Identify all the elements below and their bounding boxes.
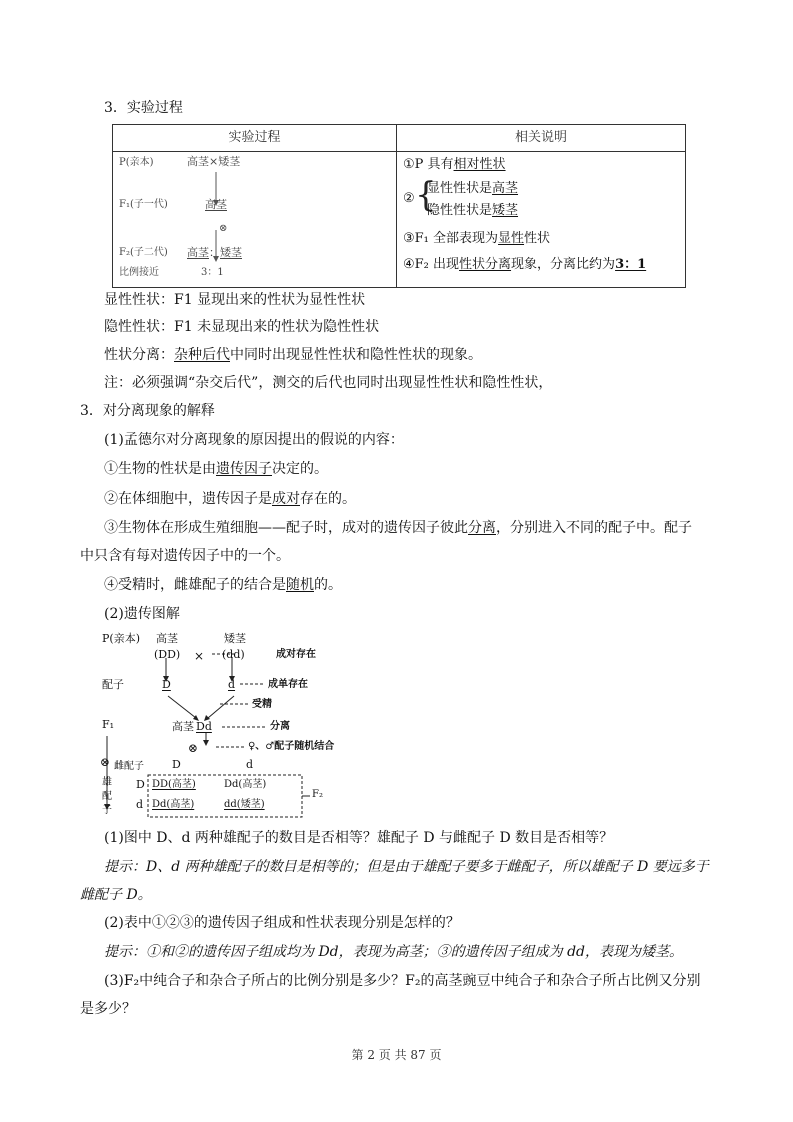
ann-random: ♀、♂配子随机结合 (248, 741, 335, 752)
experiment-table (112, 124, 686, 288)
ann-separation: 分离 (270, 721, 290, 732)
diagram-gamete-label: 配子 (102, 678, 124, 691)
diagram-f1-Dd: Dd (196, 720, 212, 733)
diagram-tall: 高茎 (156, 632, 178, 645)
male-gamete-label-3: 子 (102, 805, 112, 816)
female-gamete-D: D (172, 758, 181, 771)
note-2b: 隐性性状是矮茎 (427, 203, 519, 218)
note-1: ①P 具有相对性状 (403, 157, 506, 172)
male-gamete-d: d (136, 798, 144, 811)
question-3-line-1: (3)F₂中纯合子和杂合子所占的比例分别是多少？F₂的高茎豌豆中纯合子和杂合子所占比例又分别 (104, 973, 701, 989)
diagram-f1-label: F₁ (102, 718, 115, 731)
answer-1-line-1: 提示：D、d 两种雄配子的数目是相等的；但是由于雄配子要多于雌配子，所以雄配子 D 要远多于 (104, 859, 709, 875)
table-header-notes: 相关说明 (397, 125, 686, 152)
note-text: 注：必须强调“杂交后代”，测交的后代也同时出现显性性状和隐性性状， (104, 375, 553, 391)
diagram-f2-label: F₂ (312, 789, 323, 800)
brace-icon: { (415, 175, 437, 215)
page-footer: 第 2 页 共 87 页 (351, 1048, 442, 1062)
answer-1-line-2: 雌配子 D。 (80, 887, 152, 903)
punnett-cell-Dd-1: Dd(高茎) (224, 779, 267, 790)
note-3: ③F₁ 全部表现为显性性状 (403, 231, 551, 246)
diagram-p-label: P(亲本) (102, 632, 140, 645)
male-gamete-label-1: 雄 (102, 777, 112, 788)
male-gamete-label-2: 配 (102, 791, 112, 802)
ann-fertilization: 受精 (252, 699, 272, 710)
punnett-cell-DD: DD(高茎) (152, 779, 196, 790)
table-header-process: 实验过程 (113, 125, 397, 152)
male-gamete-D: D (136, 778, 145, 791)
genetic-diagram (100, 630, 340, 820)
note-4: ④F₂ 出现性状分离现象，分离比约为3：1 (403, 257, 647, 272)
female-gamete-label: 雌配子 (114, 761, 144, 772)
self-cross-icon-center: ⊗ (188, 741, 199, 755)
female-gamete-d: d (246, 758, 254, 771)
section-title-experiment: 3．实验过程 (104, 100, 183, 116)
question-1: (1)图中 D、d 两种雄配子的数目是否相等？雄配子 D 与雌配子 D 数目是否相等？ (104, 830, 614, 846)
diagram-cross: × (194, 649, 205, 663)
punnett-cell-dd: dd(矮茎) (224, 799, 265, 810)
ann-single: 成单存在 (268, 679, 308, 690)
ratio-label: 比例接近 (119, 267, 159, 278)
p-label: P(亲本) (119, 157, 154, 168)
question-3-line-2: 是多少？ (80, 1001, 136, 1017)
section-title-explanation: 3．对分离现象的解释 (80, 403, 215, 419)
self-cross-icon: ⊗ (219, 223, 228, 234)
hypothesis-4: ④受精时，雌雄配子的结合是随机的。 (104, 577, 342, 593)
diagram-f1-tall: 高茎 (172, 720, 194, 733)
subheading-hypothesis: (1)孟德尔对分离现象的原因提出的假说的内容： (104, 432, 404, 448)
diagram-DD: (DD) (154, 648, 181, 661)
diagram-gamete-d: d (228, 678, 236, 691)
hypothesis-3: ③生物体在形成生殖细胞——配子时，成对的遗传因子彼此分离，分别进入不同的配子中。配子 (104, 520, 692, 536)
punnett-cell-Dd-2: Dd(高茎) (152, 799, 195, 810)
definition-dominant: 显性性状：F1 显现出来的性状为显性性状 (104, 292, 366, 308)
definition-segregation: 性状分离：杂种后代中同时出现显性性状和隐性性状的现象。 (104, 347, 482, 363)
hypothesis-2: ②在体细胞中，遗传因子是成对存在的。 (104, 491, 356, 507)
table-cell-process (113, 152, 397, 288)
diagram-dd: (dd) (222, 648, 245, 661)
note-2a: 显性性状是高茎 (427, 181, 519, 196)
f2-values: 高茎：矮茎 (187, 246, 242, 259)
note-2-number: ② (403, 191, 415, 206)
hypothesis-3-continued: 中只含有每对遗传因子中的一个。 (80, 548, 290, 564)
p-cross: 高茎×矮茎 (187, 155, 241, 168)
diagram-short: 矮茎 (224, 632, 246, 645)
ratio-value: 3：1 (201, 267, 224, 278)
question-2: (2)表中①②③的遗传因子组成和性状表现分别是怎样的？ (104, 915, 460, 931)
answer-2: 提示：①和②的遗传因子组成均为 Dd，表现为高茎；③的遗传因子组成为 dd，表现为矮茎。 (104, 944, 684, 960)
f1-value: 高茎 (205, 198, 227, 211)
table-cell-notes (397, 152, 686, 288)
subheading-diagram: (2)遗传图解 (104, 606, 180, 622)
f1-label: F₁(子一代) (119, 199, 168, 210)
definition-recessive: 隐性性状：F1 未显现出来的性状为隐性性状 (104, 319, 380, 335)
diagram-gamete-D: D (162, 678, 171, 691)
hypothesis-1: ①生物的性状是由遗传因子决定的。 (104, 461, 328, 477)
f2-label: F₂(子二代) (119, 247, 168, 258)
ann-pair: 成对存在 (276, 649, 316, 660)
self-cross-icon-left: ⊗ (100, 755, 111, 769)
